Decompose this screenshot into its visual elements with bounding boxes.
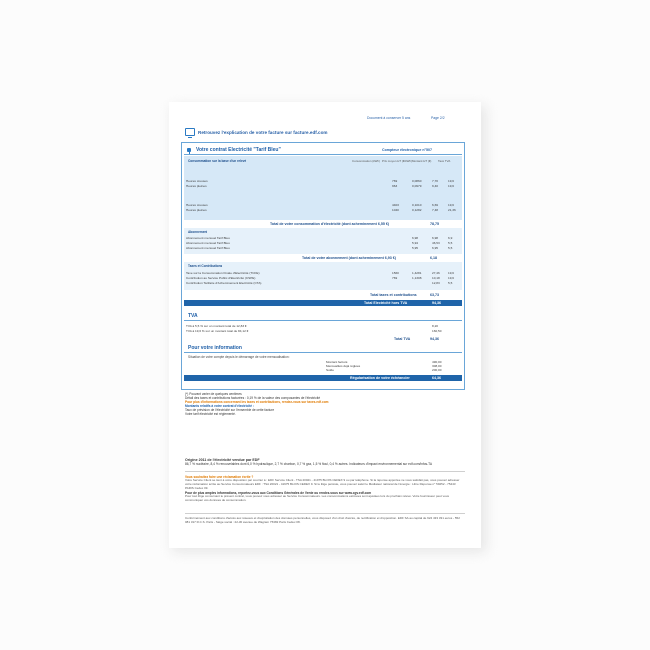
legal-section	[185, 517, 465, 533]
info-row: Mensualités déjà réglées 308,00	[326, 364, 442, 368]
consumption-row: Heures creuses 4403 0,1010 6,69 19,6	[186, 203, 455, 207]
footnote: Votre tarif électricité est réglementé.	[185, 412, 236, 416]
taxes-total-label: Total taxes et contributions	[370, 293, 417, 297]
divider	[185, 471, 465, 472]
origin-title: Origine 2011 de l'électricité vendue par EDF	[185, 458, 260, 462]
regularisation-bar	[184, 375, 462, 381]
info-title: Pour votre information	[188, 345, 242, 351]
footnote: Détail des taxes et contributions facturées : 0,19 % de la valeur des composantes de l'électricité	[185, 396, 321, 400]
footnote: Taux de prévision de l'électricité sur l'ensemble de cette facture	[185, 408, 275, 412]
claims-section	[185, 475, 465, 507]
col-header-4: Taux TVA	[438, 159, 451, 163]
origin-text: 86,7 % nucléaire, 8,4 % renouvelables dont 6,0 % hydraulique, 2,7 % charbon, 0,7 % gaz, 1,5 % fioul, 0,4 % autres. Indicateurs d'impact environnemental sur edf.com/infos-TA	[185, 462, 433, 466]
consumption-total-value: 78,75	[430, 222, 439, 226]
taxes-total-value: 63,73	[430, 293, 439, 297]
divider	[184, 154, 462, 155]
explanation-link[interactable]	[185, 128, 328, 136]
explanation-link-text[interactable]: Retrouvez l'explication de votre facture sur facture.edf.com	[198, 129, 328, 135]
contract-box	[181, 142, 465, 390]
col-header-1: Consommation (kWh)	[352, 159, 380, 163]
tax-row: Contribution Tarifaire d'Acheminement Electricité (CTA) 12,83 5,5	[186, 281, 453, 285]
subscription-row: Abonnement mensuel Tarif Bleu 5,94 46,53 5,5	[186, 241, 453, 245]
subscription-title: Abonnement	[188, 230, 208, 234]
info-row: Solde 200,00	[326, 368, 442, 372]
tva-title: TVA	[188, 313, 198, 319]
taxes-title: Taxes et Contributions	[188, 264, 223, 268]
consumption-row: Heures creuses 769 0,0860 7,70 19,6	[186, 179, 455, 183]
consumption-total-label: Total de votre consommation d'électricité (dont acheminement 6,55 €)	[270, 222, 390, 226]
origin-section	[185, 458, 467, 466]
page-number: Page 2/2	[431, 116, 445, 120]
regularisation-label: Régularisation de votre échéancier	[350, 376, 410, 380]
info-line: Situation de votre compte depuis le démarrage de votre mensualisation :	[188, 355, 291, 359]
claims-title: Vous souhaitez faire une réclamation écrite ?	[185, 475, 254, 479]
tva-row: TVA à 5,5 % sur un montant total de 12,83 € 8,20	[186, 324, 439, 328]
subscription-total-label: Total de votre abonnement (dont acheminement 6,93 €)	[302, 256, 396, 260]
footnote: (*) Pouvant varier de quelques centimes	[185, 392, 242, 396]
divider	[184, 320, 462, 321]
divider	[184, 352, 462, 353]
claims-more: Pour de plus amples informations, reportez-vous aux Conditions Générales de Vente ou rendez-vous sur www.cgv.edf.com	[185, 491, 372, 495]
claims-text: Votre Service Client se tient à votre disposition par courrier à : EDF Service Client - TSA 20021 - 41975 BLOIS CEDEX 9 ou par téléphone. Si la réponse apportée ne vous satisfait pas, vous pouvez adresser votre réclamation écrite au Service Consommateurs EDF : TSA 20021 - 41975 BLOIS CEDEX 9. Si le litige persiste, vous pouvez saisir le Médiateur national de l'énergie : Libre Réponse n° 59252 - 75443 PARIS Cedex 09.	[185, 479, 460, 490]
tva-total-label: Total TVA	[394, 337, 411, 341]
tax-row: Contribution au Service Public d'Electricité (CSPE) 769 1,1308 10,18 19,6	[186, 276, 455, 280]
subscription-row: Abonnement mensuel Tarif Bleu 5,95 6,95 5,5	[186, 246, 453, 250]
total-ht-value: 94,36	[432, 301, 441, 305]
divider	[185, 513, 465, 514]
contract-title: Votre contrat Electricité "Tarif Bleu"	[196, 147, 281, 153]
legal-text: Conformément aux conditions d'accès aux réseaux et d'exploitation des données personnelles, vous disposez d'un droit d'accès, de rectification et d'opposition. EDF SA au capital de 924 433 331 euros - 552 081 317 R.C.S. Paris - Siège social : 22-30 avenue de Wagram 75382 Paris Cedex 08.	[185, 517, 460, 524]
invoice-page	[169, 102, 481, 548]
consumption-title: Consommation sur la base d'un relevé	[188, 159, 247, 163]
subscription-row: Abonnement mensuel Tarif Bleu 6,98 6,98 6,9	[186, 236, 453, 240]
claims-text-2: Pour tout litige concernant le présent contrat, vous pouvez vous adresser au Service Consommateurs. Les consommations estimées sont ajustées lors du prochain relevé. Votre fournisseur peut vous communiquer vos données de consommation.	[185, 495, 449, 502]
tax-row: Taxe sur la Consommation Finale d'Electricité (TCFE) 1560 1,4281 27,46 19,6	[186, 271, 455, 275]
tva-total-value: 94,36	[430, 337, 439, 341]
doc-reference: Document à conserver 5 ans	[367, 116, 411, 120]
monitor-icon	[185, 128, 195, 136]
total-ht-label: Total Electricité hors TVA	[364, 301, 408, 305]
footnotes	[185, 392, 467, 416]
total-ht-bar	[184, 300, 462, 306]
col-header-2: Prix moyen HT (€/kWh)	[382, 159, 412, 163]
footnote: Montants relatifs à votre contrat d'électricité :	[185, 404, 254, 408]
regularisation-value: 64,36	[432, 376, 441, 380]
subscription-total-value: 6,18	[430, 256, 437, 260]
consumption-row: Heures pleines 963 0,0979 9,40 19,6	[186, 184, 455, 188]
consumption-row: Heures pleines 1040 0,1282 7,48 21,36	[186, 208, 456, 212]
meter-number: Compteur électronique n°507	[382, 148, 432, 152]
tva-row: TVA à 19,6 % sur un montant total de 84,12 € 160,50	[186, 329, 442, 333]
taxes-info-link[interactable]: Pour plus d'informations concernant les taxes et contributions, rendez-vous sur taxes.edf.com	[185, 400, 329, 404]
info-row: Montant facturé 490,00	[326, 360, 442, 364]
col-header-3: Montant HT (€)	[412, 159, 432, 163]
